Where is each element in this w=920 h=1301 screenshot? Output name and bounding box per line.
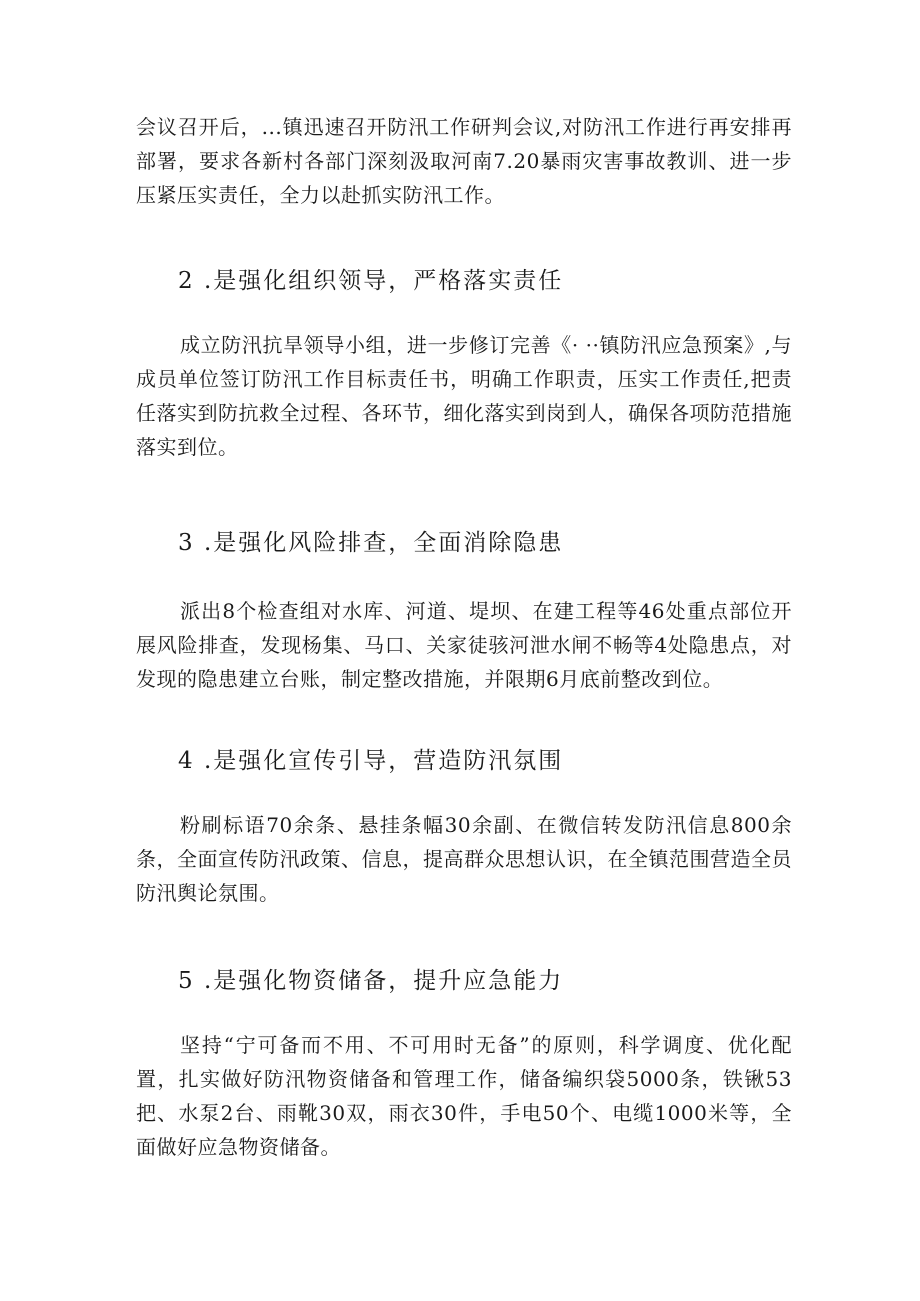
paragraph-organization: 成立防汛抗旱领导小组，进一步修订完善《· ··镇防汛应急预案》,与成员单位签订防汛工作目标责任书，明确工作职责，压实工作责任,把责任落实到防抗救全过程、各环节，细化落实到岗到人，确保各项防范措施落实到位。 (136, 333, 792, 459)
heading-publicity: 4 .是强化宣传引导，营造防汛氛围 (178, 748, 564, 774)
heading-materials: 5 .是强化物资储备，提升应急能力 (178, 968, 564, 994)
paragraph-meeting: 会议召开后，...镇迅速召开防汛工作研判会议,对防汛工作进行再安排再部署，要求各新村各部门深刻汲取河南7.20暴雨灾害事故教训、进一步压紧压实责任，全力以赴抓实防汛工作。 (136, 115, 792, 207)
heading-risk-inspection: 3 .是强化风险排查，全面消除隐患 (178, 530, 564, 556)
paragraph-materials: 坚持“宁可备而不用、不可用时无备”的原则，科学调度、优化配置，扎实做好防汛物资储备和管理工作，储备编织袋5000条，铁锹53把、水泵2台、雨靴30双，雨衣30件，手电50个、电缆1000米等，全面做好应急物资储备。 (136, 1033, 792, 1159)
paragraph-publicity: 粉刷标语70余条、悬挂条幅30余副、在微信转发防汛信息800余条，全面宣传防汛政策、信息，提高群众思想认识，在全镇范围营造全员防汛舆论氛围。 (136, 813, 792, 905)
heading-organization: 2 .是强化组织领导，严格落实责任 (178, 268, 564, 294)
paragraph-risk-inspection: 派出8个检查组对水库、河道、堤坝、在建工程等46处重点部位开展风险排查，发现杨集、马口、关家徒骇河泄水闸不畅等4处隐患点，对发现的隐患建立台账，制定整改措施，并限期6月底前整改到位。 (136, 599, 792, 691)
